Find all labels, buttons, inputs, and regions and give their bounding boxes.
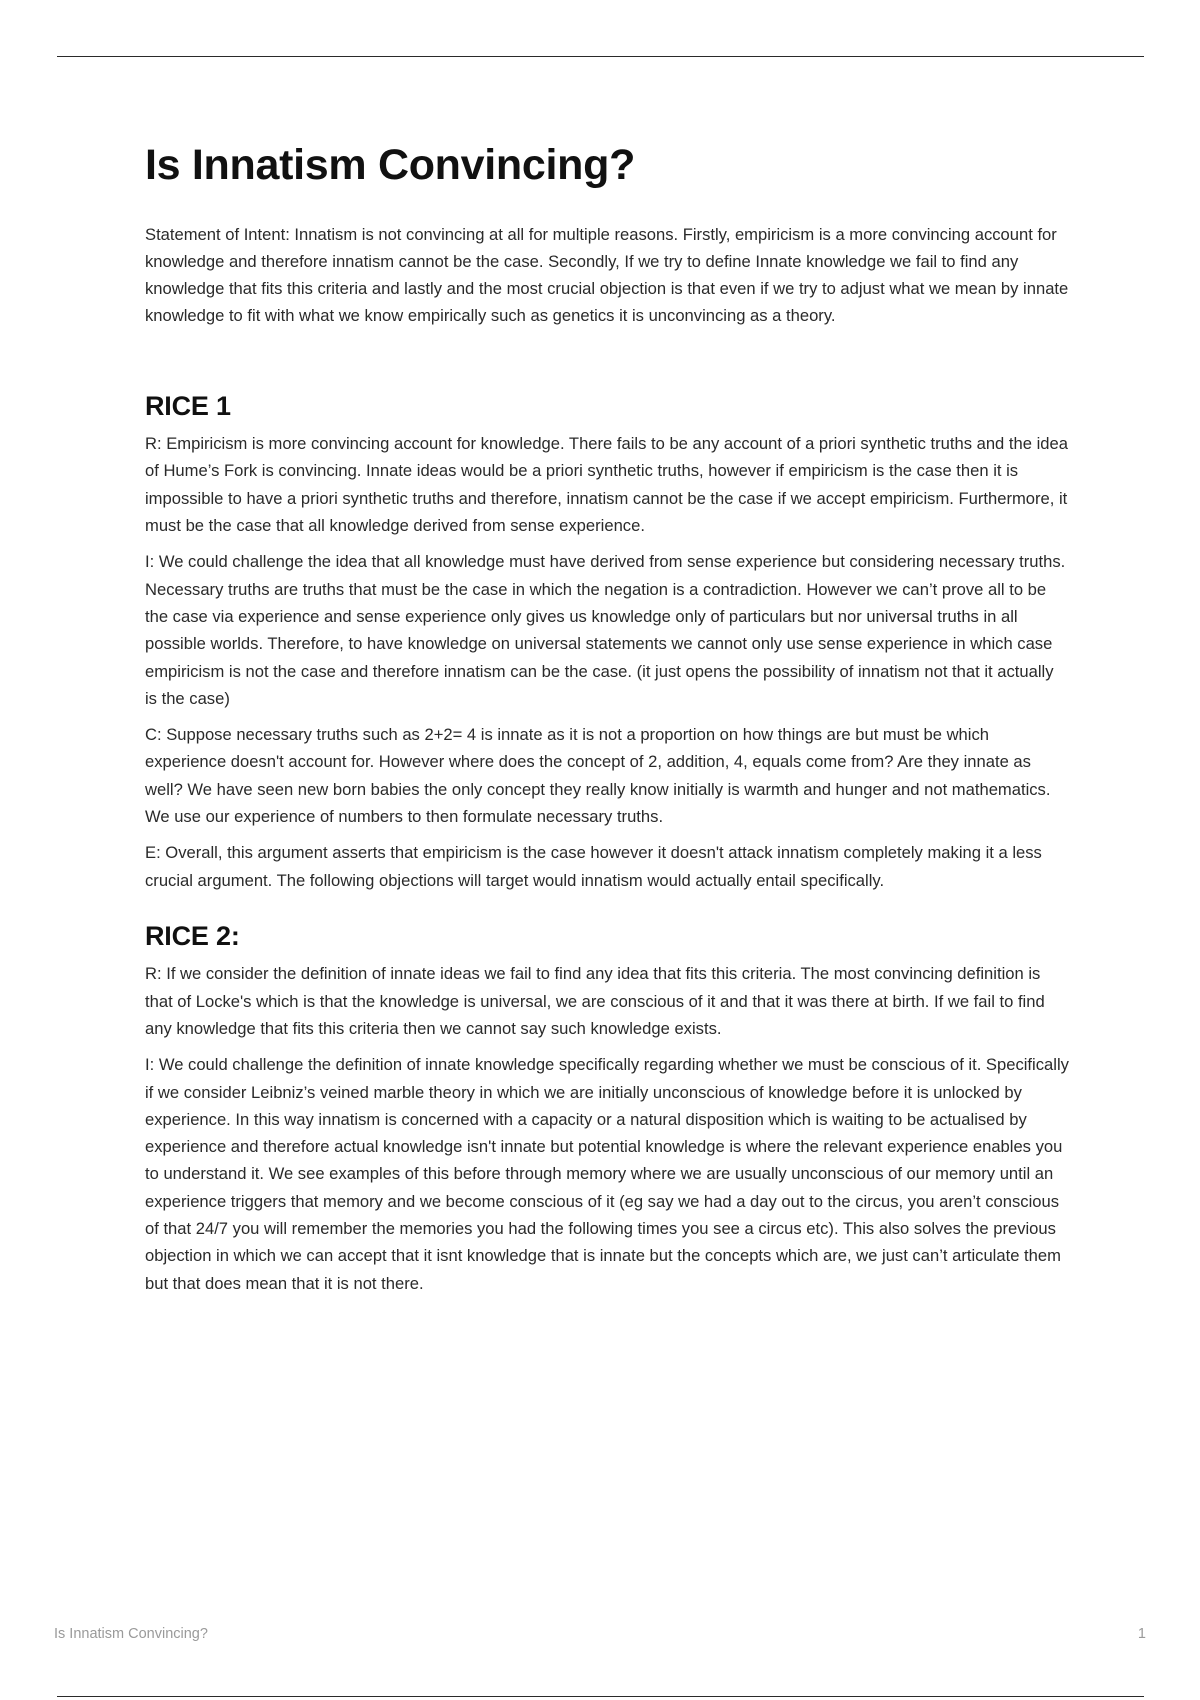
paragraph-evaluation: E: Overall, this argument asserts that empiricism is the case however it doesn't attack innatism completely making it a less crucial argument. The following objections will target would innatism would actually entail specifically. — [145, 843, 1042, 890]
bottom-divider — [57, 1696, 1144, 1697]
paragraph-reason: R: If we consider the definition of innate ideas we fail to find any idea that fits this criteria. The most convincing definition is that of Locke's which is that the knowledge is universal, we are conscious of it and that it was there at birth. If we fail to find any knowledge that fits this criteria then we cannot say such knowledge exists. — [145, 964, 1045, 1038]
document-body — [145, 140, 1070, 1297]
paragraph-reason: R: Empiricism is more convincing account for knowledge. There fails to be any account of a priori synthetic truths and the idea of Hume’s Fork is convincing. Innate ideas would be a priori synthetic truths, however if empiricism is the case then it is impossible to have a priori synthetic truths and therefore, innatism cannot be the case if we accept empiricism. Furthermore, it must be the case that all knowledge derived from sense experience. — [145, 434, 1068, 536]
footer-document-title: Is Innatism Convincing? — [54, 1626, 208, 1642]
section-heading: RICE 1 — [145, 390, 231, 421]
page-title: Is Innatism Convincing? — [145, 141, 636, 189]
section-rice-2 — [145, 920, 1070, 1297]
statement-of-intent: Statement of Intent: Innatism is not convincing at all for multiple reasons. Firstly, empiricism is a more convincing account for knowledge and therefore innatism cannot be the case. Secondly, If we try to define Innate knowledge we fail to find any knowledge that fits this criteria and lastly and the most crucial objection is that even if we try to adjust what we mean by innate knowledge to fit with what we know empirically such as genetics it is unconvincing as a theory. — [145, 224, 1069, 326]
paragraph-interpretation: I: We could challenge the definition of innate knowledge specifically regarding whether we must be conscious of it. Specifically if we consider Leibniz’s veined marble theory in which we are initially unconscious of knowledge before it is unlocked by experience. In this way innatism is concerned with a capacity or a natural disposition which is waiting to be actualised by experience and therefore actual knowledge isn't innate but potential knowledge is where the relevant experience enables you to understand it. We see examples of this before through memory where we are usually unconscious of our memory until an experience triggers that memory and we become conscious of it (eg say we had a day out to the circus, you aren’t conscious of that 24/7 you will remember the memories you had the following times you see a circus etc). This also solves the previous objection in which we can accept that it isnt knowledge that is innate but the concepts which are, we just can’t articulate them but that does mean that it is not there. — [145, 1055, 1069, 1293]
paragraph-counter: C: Suppose necessary truths such as 2+2= 4 is innate as it is not a proportion on how things are but must be which experience doesn't account for. However where does the concept of 2, addition, 4, equals come from? Are they innate as well? We have seen new born babies the only concept they really know initially is warmth and hunger and not mathematics. We use our experience of numbers to then formulate necessary truths. — [145, 725, 1051, 827]
top-divider — [57, 56, 1144, 57]
section-heading: RICE 2: — [145, 920, 240, 951]
footer-page-number: 1 — [1137, 1626, 1146, 1642]
paragraph-interpretation: I: We could challenge the idea that all knowledge must have derived from sense experience but considering necessary truths. Necessary truths are truths that must be the case in which the negation is a contradiction. However we can’t prove all to be the case via experience and sense experience only gives us knowledge only of particulars but nor universal truths in all possible worlds. Therefore, to have knowledge on universal statements we cannot only use sense experience in which case empiricism is not the case and therefore innatism can be the case. (it just opens the possibility of innatism not that it actually is the case) — [145, 552, 1066, 708]
section-rice-1 — [145, 390, 1070, 894]
